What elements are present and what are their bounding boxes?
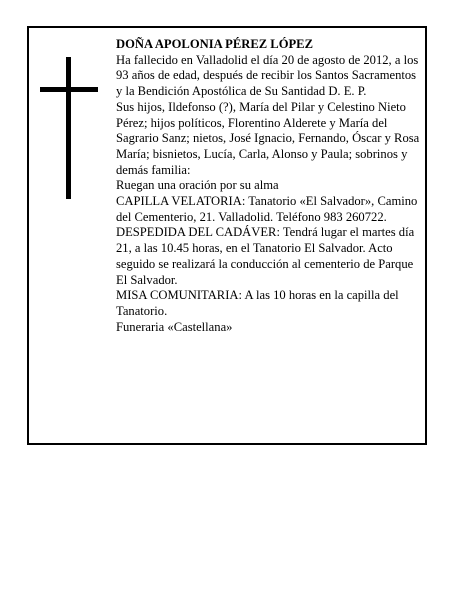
farewell-details: Tendrá lugar el martes día 21, a las 10.45 horas, en el Tanatorio El Salvador. Acto seguido se realizará la conducción al cementerio de Parque El Salvador. (116, 225, 415, 287)
mass-heading: MISA COMUNITARIA: (116, 288, 242, 303)
deceased-name: DOÑA APOLONIA PÉREZ LÓPEZ (116, 37, 313, 51)
funeral-home: Funeraria «Castellana» (116, 319, 233, 334)
obituary-text (116, 37, 424, 335)
wake-heading: CAPILLA VELATORIA: (116, 194, 246, 209)
wake-section (116, 194, 424, 225)
death-announcement: Ha fallecido en Valladolid el día 20 de agosto de 2012, a los 93 años de edad, después de recibir los Santos Sacramentos y la Bendición Apostólica de Su Santidad D. E. P. (116, 52, 419, 99)
cross-vertical-bar (66, 57, 71, 199)
mass-section (116, 288, 424, 319)
cross-horizontal-bar (40, 87, 98, 92)
mass-details: A las 10 horas en la capilla del Tanatorio. (116, 288, 399, 318)
obituary-notice (27, 26, 427, 445)
farewell-heading: DESPEDIDA DEL CADÁVER: (116, 225, 280, 240)
wake-details: Tanatorio «El Salvador», Camino del Cementerio, 21. Valladolid. Teléfono 983 260722. (116, 194, 418, 224)
prayer-request: Ruegan una oración por su alma (116, 178, 279, 193)
farewell-section (116, 225, 424, 288)
family-list: Sus hijos, Ildefonso (?), María del Pilar y Celestino Nieto Pérez; hijos políticos, Florentino Alderete y María del Sagrario Sanz; nietos, José Ignacio, Fernando, Óscar y Rosa María; bisnietos, Lucía, Carla, Alonso y Paula; sobrinos y demás familia: (116, 99, 420, 177)
